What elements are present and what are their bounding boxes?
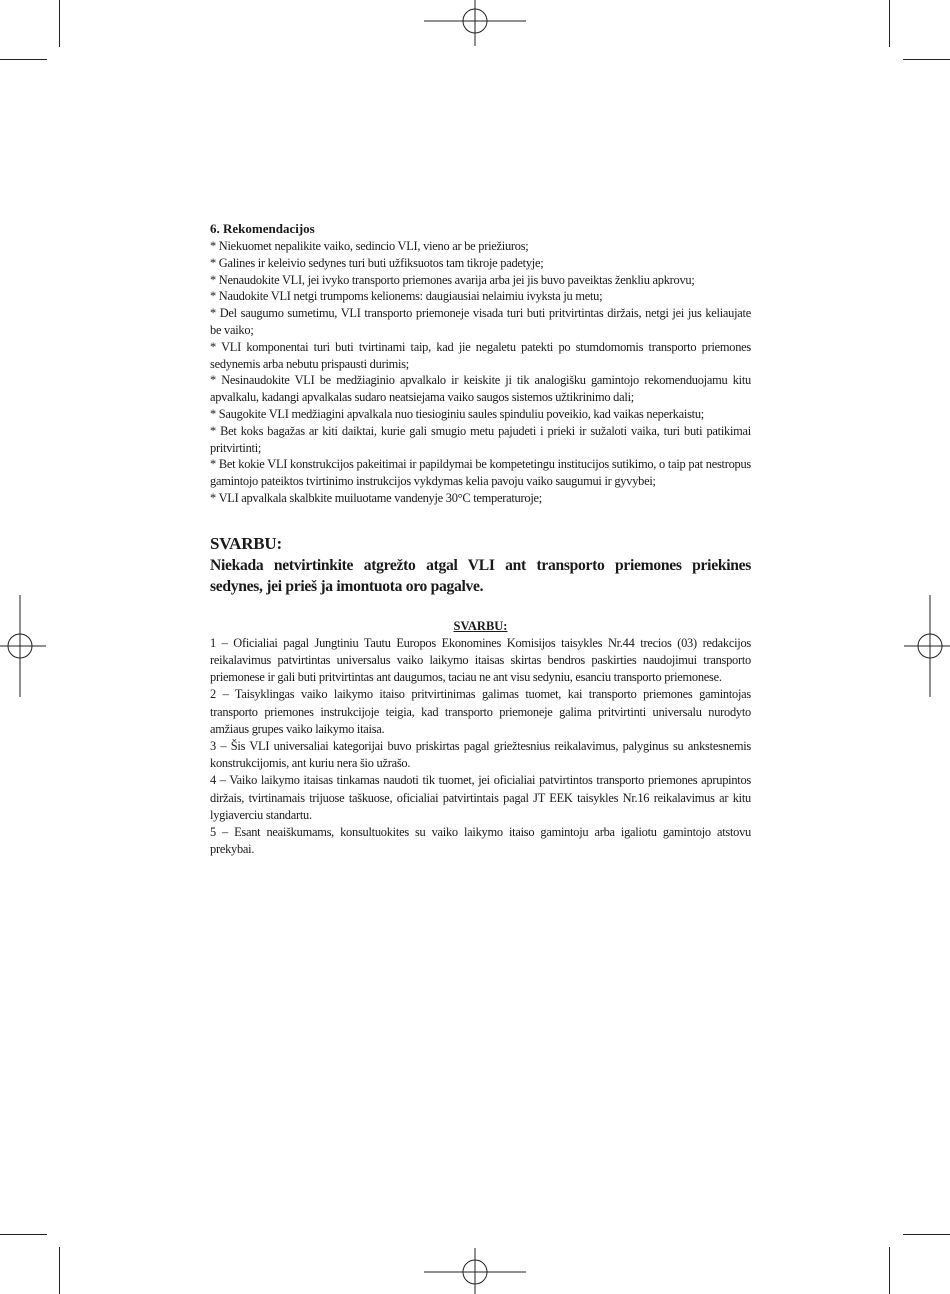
- document-body: [210, 220, 751, 858]
- crop-mark-bottom-left-horizontal: [0, 1234, 47, 1235]
- crop-mark-top-left-vertical: [59, 0, 60, 47]
- list-item: * Naudokite VLI netgi trumpoms kelionems: daugiausiai nelaimiu ivyksta ju metu;: [210, 289, 603, 304]
- crop-mark-bottom-right-horizontal: [903, 1234, 950, 1235]
- important-heading: SVARBU:: [210, 533, 282, 553]
- registration-mark-top: [424, 0, 526, 48]
- notes-heading: SVARBU:: [453, 618, 508, 633]
- crop-mark-bottom-right-vertical: [889, 1247, 890, 1294]
- list-item: 1 – Oficialiai pagal Jungtiniu Tautu Europos Ekonomines Komisijos taisykles Nr.44 trecios (03) redakcijos reikalavimus patvirtintas universalus vaiko laikymo itaisas skirtas bendros paskirties naudojimui transporto priemonese ir gali buti pritvirtintas ant daugumos, taciau ne ant visu sedyniu, esanciu transporto priemonese.: [210, 635, 751, 685]
- crop-mark-bottom-left-vertical: [59, 1247, 60, 1294]
- registration-mark-left: [0, 595, 48, 697]
- crop-mark-top-right-horizontal: [903, 59, 950, 60]
- list-item: * Nesinaudokite VLI be medžiaginio apvalkalo ir keiskite ji tik analogišku gamintojo rekomenduojamu kitu apvalkalu, kadangi apvalkalas sudaro neatsiejama vaiko saugos sistemos užtikrinimo dali;: [210, 373, 751, 405]
- registration-mark-bottom: [424, 1246, 526, 1294]
- list-item: * Del saugumo sumetimu, VLI transporto priemoneje visada turi buti pritvirtintas diržais, netgi jei jus keliaujate be vaiko;: [210, 306, 751, 337]
- list-item: * VLI komponentai turi buti tvirtinami taip, kad jie negaletu patekti po stumdomomis transporto priemones sedynemis arba nebutu prispausti durimis;: [210, 339, 751, 371]
- list-item: * VLI apvalkala skalbkite muiluotame vandenyje 30°C temperaturoje;: [210, 490, 542, 505]
- crop-mark-top-left-horizontal: [0, 59, 47, 60]
- important-warning: Niekada netvirtinkite atgrežto atgal VLI ant transporto priemones priekines sedynes, jei prieš ja imontuota oro pagalve.: [210, 556, 751, 595]
- crop-mark-top-right-vertical: [889, 0, 890, 47]
- recommendations-list: [210, 238, 751, 507]
- list-item: * Niekuomet nepalikite vaiko, sedincio VLI, vieno ar be priežiuros;: [210, 239, 529, 253]
- section-title: 6. Rekomendacijos: [210, 221, 315, 236]
- list-item: * Bet koks bagažas ar kiti daiktai, kurie gali smugio metu pajudeti i prieki ir sužaloti vaika, turi buti patikimai pritvirtinti;: [210, 423, 751, 455]
- list-item: * Galines ir keleivio sedynes turi buti užfiksuotos tam tikroje padetyje;: [210, 255, 544, 270]
- notes-list: [210, 635, 751, 859]
- list-item: * Bet kokie VLI konstrukcijos pakeitimai ir papildymai be kompetetingu institucijos sutikimo, o taip pat nestropus gamintojo pateiktos tvirtinimo instrukcijos vykdymas kelia pavoju vaiko saugumui ir gyvybei;: [210, 457, 751, 489]
- list-item: * Nenaudokite VLI, jei ivyko transporto priemones avarija arba jei jis buvo paveiktas ženkliu apkrovu;: [210, 272, 695, 287]
- list-item: * Saugokite VLI medžiagini apvalkala nuo tiesioginiu saules spinduliu poveikio, kad vaikas neperkaistu;: [210, 406, 704, 421]
- list-item: 2 – Taisyklingas vaiko laikymo itaiso pritvirtinimas galimas tuomet, kai transporto priemones gamintojas transporto priemones instrukcijoje teigia, kad transporto priemoneje galima pritvirtinti universalu nurodyto amžiaus grupes vaiko laikymo itaisa.: [210, 687, 751, 736]
- list-item: 3 – Šis VLI universaliai kategorijai buvo priskirtas pagal griežtesnius reikalavimus, palyginus su ankstesnemis konstrukcijomis, ant kuriu nera šio užrašo.: [210, 738, 751, 771]
- list-item: 5 – Esant neaiškumams, konsultuokites su vaiko laikymo itaiso gamintoju arba igaliotu gamintojo atstovu prekybai.: [210, 824, 751, 857]
- registration-mark-right: [902, 595, 950, 697]
- list-item: 4 – Vaiko laikymo itaisas tinkamas naudoti tik tuomet, jei oficialiai patvirtintos transporto priemones aprupintos diržais, tvirtinamais trijuose taškuose, oficialiai patvirtintais pagal JT EEK taisykles Nr.16 reikalavimus ar kitu lygiaverciu standartu.: [210, 773, 751, 822]
